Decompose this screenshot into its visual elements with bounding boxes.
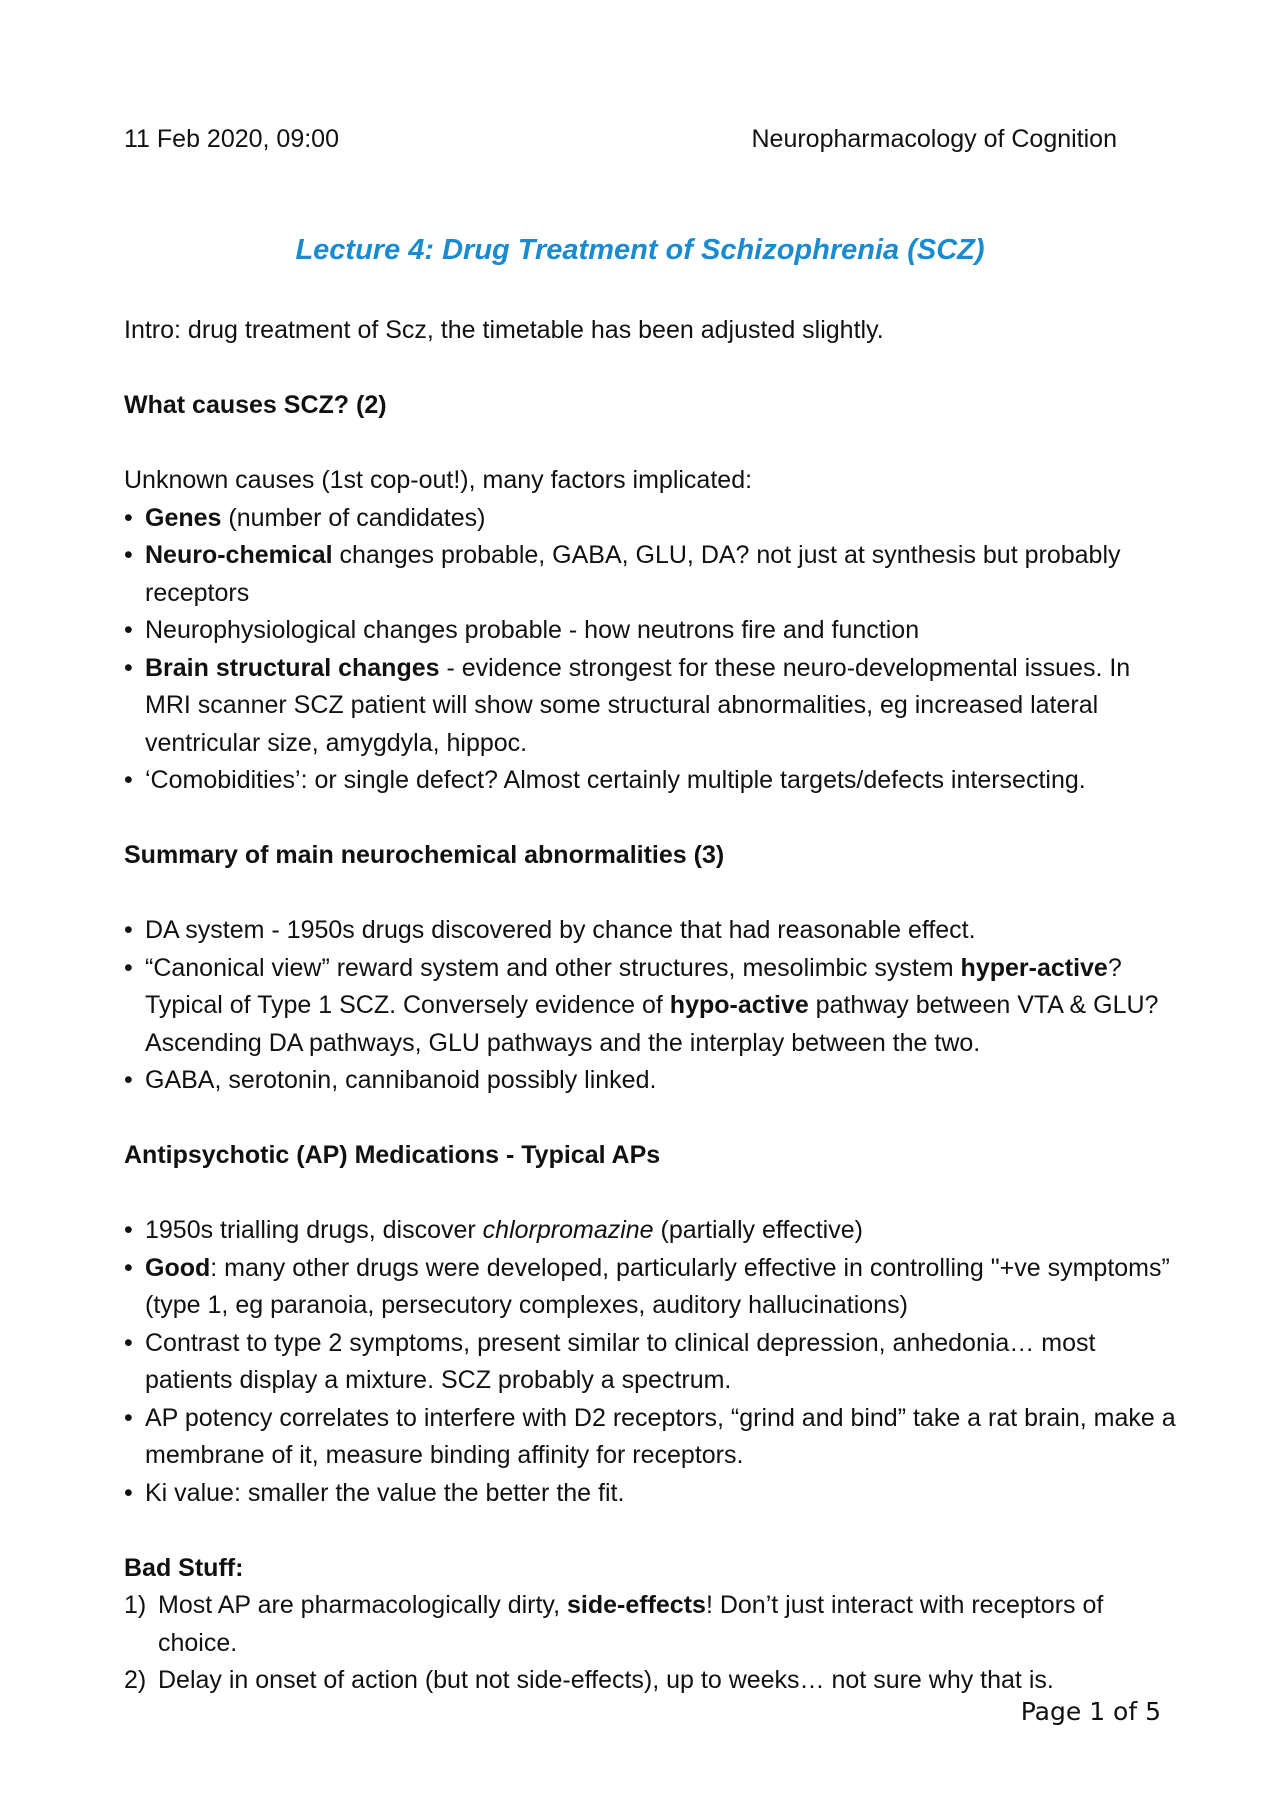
bold-term: side-effects: [566, 1591, 706, 1619]
list-item: • GABA, serotonin, cannibanoid possibly linked.: [124, 1062, 1179, 1100]
causes-lead: Unknown causes (1st cop-out!), many factors implicated:: [124, 466, 753, 494]
item-number: 1): [124, 1591, 147, 1619]
causes-list: [124, 500, 1179, 800]
header-course: Neuropharmacology of Cognition: [751, 125, 1117, 153]
list-item: • Neuro-chemical changes probable, GABA, GLU, DA? not just at synthesis but probably receptors: [124, 537, 1179, 612]
antipsychotics-list: [124, 1212, 1179, 1512]
bold-term: Neuro-chemical: [145, 541, 333, 569]
bold-term: hypo-active: [669, 991, 809, 1019]
list-item: • AP potency correlates to interfere with D2 receptors, “grind and bind” take a rat brain, make a membrane of it, measure binding affinity for receptors.: [124, 1400, 1179, 1475]
item-number: 2): [124, 1666, 147, 1694]
neurochemical-list: [124, 912, 1179, 1100]
section-heading-causes: What causes SCZ? (2): [124, 391, 387, 419]
section-heading-antipsychotics: Antipsychotic (AP) Medications - Typical APs: [124, 1141, 661, 1169]
list-item: • Brain structural changes - evidence strongest for these neuro-developmental issues. In MRI scanner SCZ patient will show some structural abnormalities, eg increased lateral ventricular size, amygdyla, hippoc.: [124, 650, 1179, 763]
bold-term: Good: [145, 1253, 211, 1282]
list-item: 1) Most AP are pharmacologically dirty, side-effects! Don’t just interact with receptors of choice.: [124, 1587, 1179, 1662]
section-heading-bad-stuff: Bad Stuff:: [124, 1553, 244, 1582]
list-item: • Good: many other drugs were developed, particularly effective in controlling "+ve symptoms” (type 1, eg paranoia, persecutory complexes, auditory hallucinations): [124, 1250, 1179, 1325]
header-datetime: 11 Feb 2020, 09:00: [124, 125, 339, 153]
list-item: • “Canonical view” reward system and other structures, mesolimbic system hyper-active? Typical of Type 1 SCZ. Conversely evidence of hypo-active pathway between VTA & GLU? Ascending DA pathways, GLU pathways and the interplay between the two.: [124, 950, 1179, 1063]
list-item: • Contrast to type 2 symptoms, present similar to clinical depression, anhedonia… most patients display a mixture. SCZ probably a spectrum.: [124, 1325, 1179, 1400]
bold-term: Brain structural changes: [145, 653, 440, 682]
lecture-title: Lecture 4: Drug Treatment of Schizophrenia (SCZ): [295, 234, 985, 266]
list-item: • ‘Comobidities’: or single defect? Almost certainly multiple targets/defects intersecting.: [124, 762, 1179, 800]
bad-stuff-list: [124, 1587, 1179, 1700]
list-item: • Neurophysiological changes probable - how neutrons fire and function: [124, 612, 1179, 650]
bold-term: hyper-active: [960, 953, 1108, 982]
list-item: 2) Delay in onset of action (but not side-effects), up to weeks… not sure why that is.: [124, 1662, 1179, 1700]
list-item: • DA system - 1950s drugs discovered by chance that had reasonable effect.: [124, 912, 1179, 950]
list-item: • 1950s trialling drugs, discover chlorpromazine (partially effective): [124, 1212, 1179, 1250]
list-item: • Genes (number of candidates): [124, 500, 1179, 538]
page-number: Page 1 of 5: [1020, 1697, 1161, 1726]
bold-term: Genes: [145, 503, 222, 532]
italic-term: chlorpromazine: [482, 1216, 654, 1244]
section-heading-neurochemical: Summary of main neurochemical abnormalities (3): [124, 841, 725, 869]
document-body: [124, 312, 1179, 1700]
intro-paragraph: Intro: drug treatment of Scz, the timetable has been adjusted slightly.: [124, 316, 884, 344]
list-item: • Ki value: smaller the value the better the fit.: [124, 1475, 1179, 1513]
